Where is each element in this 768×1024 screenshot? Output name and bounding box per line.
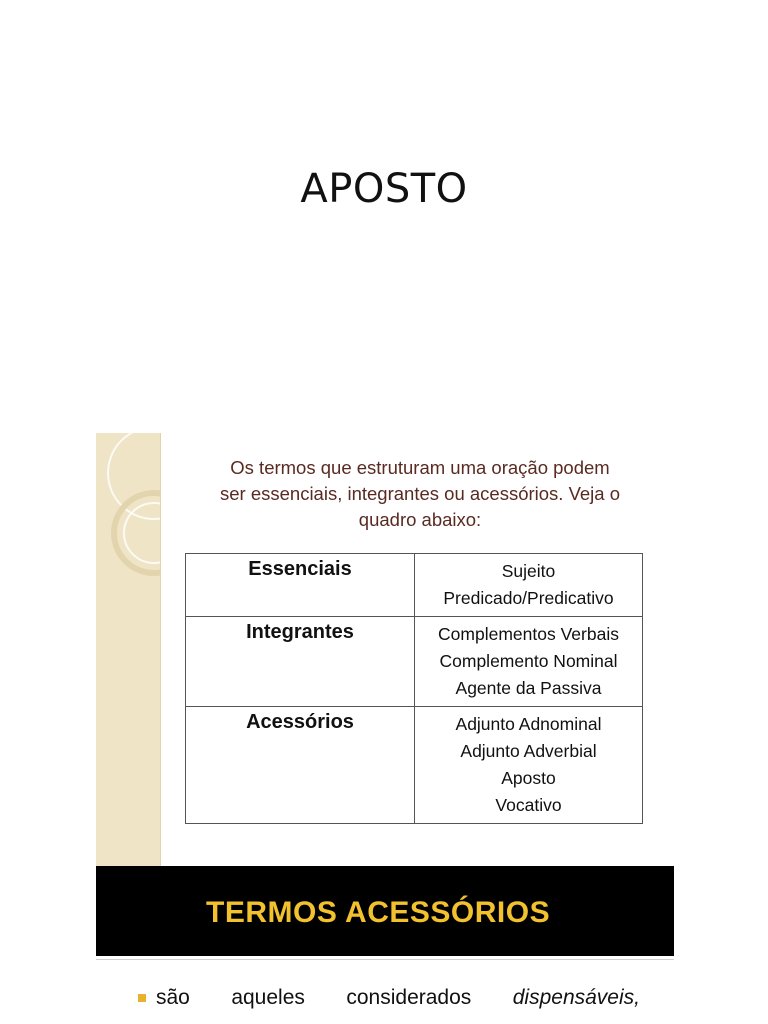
term-acessorios: Acessórios — [186, 707, 415, 824]
term-integrantes: Integrantes — [186, 617, 415, 707]
bullet-word: são — [156, 986, 190, 1009]
table-item: Complementos Verbais — [438, 624, 619, 644]
term-items — [415, 617, 643, 707]
heading-bar — [96, 866, 674, 956]
term-items — [415, 554, 643, 617]
intro-line: ser essenciais, integrantes ou acessórios. Veja o — [219, 483, 621, 504]
table-item: Predicado/Predicativo — [443, 588, 614, 608]
table-item: Agente da Passiva — [455, 678, 602, 698]
intro-text — [196, 455, 644, 533]
bullet-word: considerados — [346, 986, 472, 1009]
bullet-square-icon — [138, 994, 146, 1002]
intro-line: Os termos que estruturam uma oração podem — [230, 457, 610, 478]
decorative-side-band — [96, 433, 161, 867]
intro-line: quadro abaixo: — [358, 509, 482, 530]
table-item: Vocativo — [495, 795, 562, 815]
page-title: APOSTO — [300, 166, 468, 212]
bullet-word: aqueles — [231, 986, 305, 1009]
decorative-circles-icon — [96, 433, 160, 867]
term-items — [415, 707, 643, 824]
table-item: Adjunto Adverbial — [460, 741, 597, 761]
table-item: Adjunto Adnominal — [455, 714, 602, 734]
slide-termos-oracao — [96, 433, 674, 867]
table-row — [186, 707, 643, 824]
table-item: Complemento Nominal — [439, 651, 618, 671]
bullet-text — [156, 986, 640, 1010]
bullet-item — [138, 986, 640, 1010]
divider — [96, 959, 674, 960]
table-item: Aposto — [501, 768, 556, 788]
table-row — [186, 617, 643, 707]
bullet-word: dispensáveis, — [512, 986, 640, 1009]
slide-termos-acessorios — [96, 866, 674, 1024]
table-row — [186, 554, 643, 617]
table-item: Sujeito — [501, 561, 556, 581]
term-essenciais: Essenciais — [186, 554, 415, 617]
slide-heading: TERMOS ACESSÓRIOS — [206, 896, 551, 929]
terms-table — [185, 553, 643, 824]
